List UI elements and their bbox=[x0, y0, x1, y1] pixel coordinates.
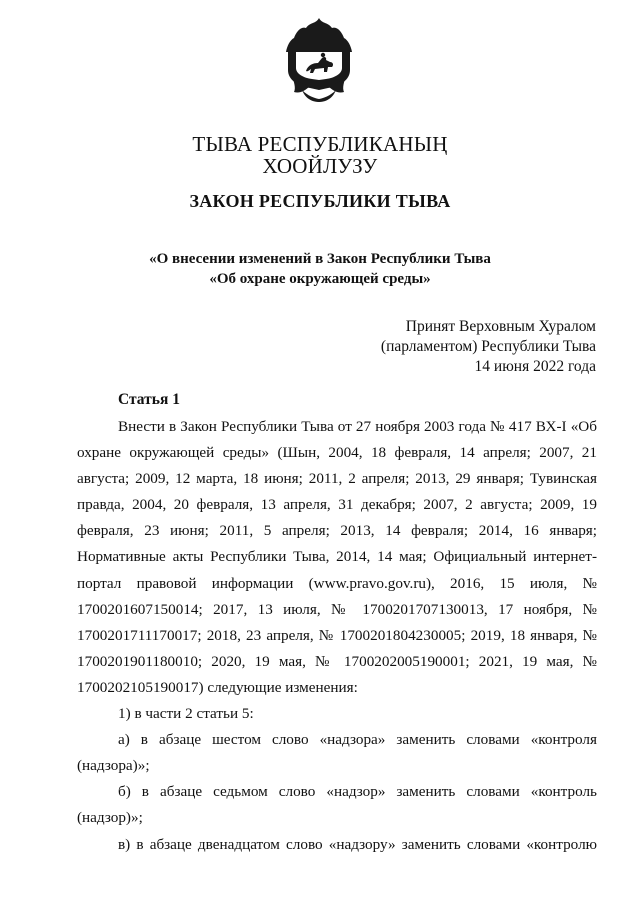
body-line: правда, 2004, 20 февраля, 13 апреля, 31 декабря; 2007, 2 августа; 2009, 19 bbox=[77, 496, 597, 514]
item-b-line2: (надзор)»; bbox=[77, 809, 143, 827]
law-subject-line2: «Об охране окружающей среды» bbox=[209, 271, 431, 287]
coat-of-arms-icon bbox=[282, 16, 356, 102]
body-line: 1700201711170017; 2018, 23 апреля, № 1700201804230005; 2019, 18 января, № bbox=[77, 626, 597, 644]
body-line: портал правовой информации (www.pravo.gov.ru), 2016, 15 июля, № bbox=[77, 574, 597, 592]
tuvan-header-line1: ТЫВА РЕСПУБЛИКАНЫҢ bbox=[192, 132, 448, 156]
body-line: Внести в Закон Республики Тыва от 27 ноября 2003 года № 417 ВХ-I «Об bbox=[118, 418, 597, 435]
item-1: 1) в части 2 статьи 5: bbox=[118, 705, 254, 723]
law-title: ЗАКОН РЕСПУБЛИКИ ТЫВА bbox=[189, 191, 451, 211]
body-line: охране окружающей среды» (Шын, 2004, 18 февраля, 14 апреля; 2007, 21 bbox=[77, 444, 597, 462]
adoption-block bbox=[381, 317, 596, 377]
article-body bbox=[77, 414, 597, 858]
body-line: 1700201901180010; 2020, 19 мая, № 1700202005190001; 2021, 19 мая, № bbox=[77, 652, 597, 670]
adoption-line1: Принят Верховным Хуралом bbox=[405, 318, 596, 335]
item-a-line2: (надзора)»; bbox=[77, 757, 150, 775]
body-line: 1700202105190017) следующие изменения: bbox=[77, 678, 358, 696]
item-c-line1: в) в абзаце двенадцатом слово «надзору» заменить словами «контролю bbox=[118, 835, 597, 853]
body-line: 1700201607150014; 2017, 13 июля, № 1700201707130013, 17 ноября, № bbox=[77, 600, 597, 618]
body-line: августа; 2009, 12 марта, 18 июня; 2011, 2 апреля; 2013, 29 января; Тувинская bbox=[77, 470, 597, 488]
article-heading: Статья 1 bbox=[118, 391, 180, 408]
adoption-line2: (парламентом) Республики Тыва bbox=[380, 338, 596, 355]
item-b-line1: б) в абзаце седьмом слово «надзор» заменить словами «контроль bbox=[118, 783, 597, 801]
tuvan-header-line2: ХООЙЛУЗУ bbox=[262, 154, 378, 178]
adoption-date: 14 июня 2022 года bbox=[474, 358, 596, 375]
law-subject-line1: «О внесении изменений в Закон Республики Тыва bbox=[149, 251, 491, 267]
body-line: февраля, 23 июня; 2011, 5 апреля; 2013, 14 февраля; 2014, 16 января; bbox=[77, 522, 597, 540]
item-a-line1: а) в абзаце шестом слово «надзора» заменить словами «контроля bbox=[118, 731, 597, 749]
body-line: Нормативные акты Республики Тыва, 2014, 14 мая; Официальный интернет- bbox=[77, 548, 597, 566]
